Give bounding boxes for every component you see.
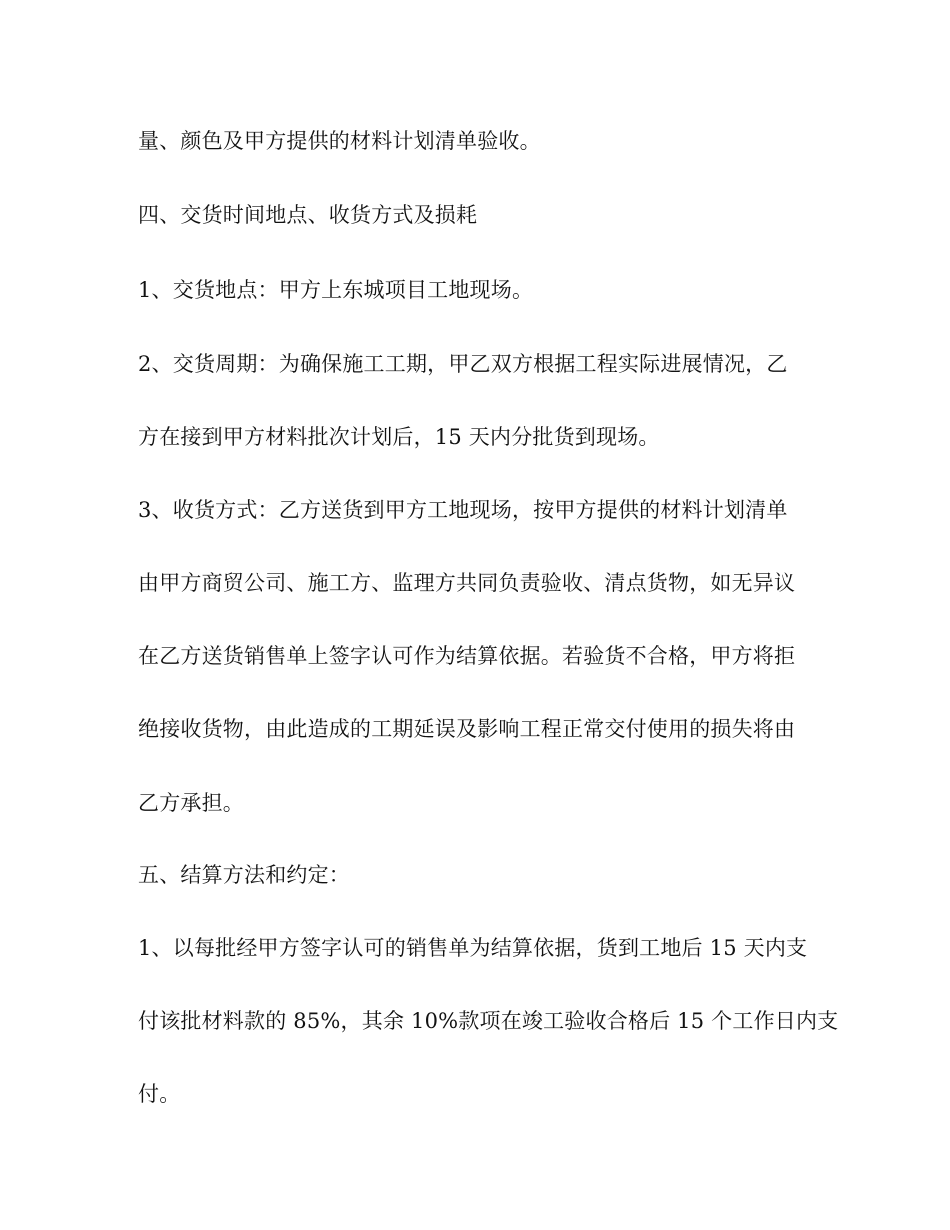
text-line: 付。 — [138, 1082, 181, 1106]
text-line: 付该批材料款的 85%，其余 10%款项在竣工验收合格后 15 个工作日内支 — [138, 1009, 839, 1033]
section-heading: 五、结算方法和约定： — [138, 863, 350, 887]
text-line: 乙方承担。 — [138, 791, 244, 815]
text-line: 1、以每批经甲方签字认可的销售单为结算依据，货到工地后 15 天内支 — [138, 936, 808, 960]
text-line: 1、交货地点：甲方上东城项目工地现场。 — [138, 278, 534, 302]
text-line: 在乙方送货销售单上签字认可作为结算依据。若验货不合格，甲方将拒 — [138, 644, 796, 668]
text-line: 方在接到甲方材料批次计划后，15 天内分批货到现场。 — [138, 425, 660, 449]
section-heading: 四、交货时间地点、收货方式及损耗 — [138, 203, 478, 227]
text-line: 绝接收货物，由此造成的工期延误及影响工程正常交付使用的损失将由 — [138, 717, 796, 741]
text-line: 量、颜色及甲方提供的材料计划清单验收。 — [138, 129, 541, 153]
text-line: 2、交货周期：为确保施工工期，甲乙双方根据工程实际进展情况，乙 — [138, 352, 788, 376]
text-line: 由甲方商贸公司、施工方、监理方共同负责验收、清点货物，如无异议 — [138, 571, 796, 595]
text-line: 3、收货方式：乙方送货到甲方工地现场，按甲方提供的材料计划清单 — [138, 498, 788, 522]
